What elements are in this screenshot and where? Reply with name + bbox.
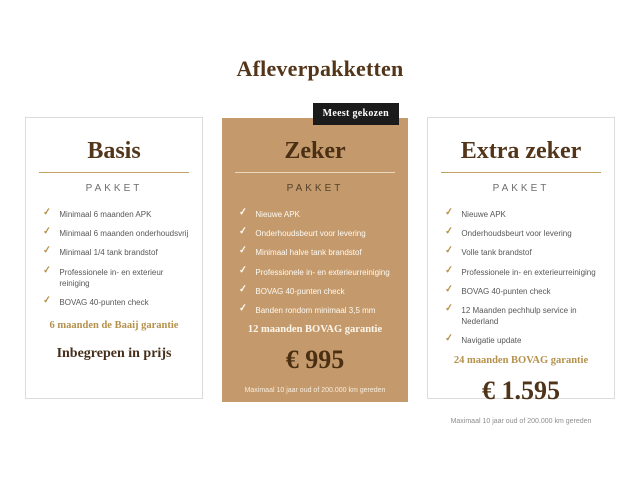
feature-item [238,225,398,239]
package-title: Extra zeker [460,138,582,164]
card-footer [438,355,604,427]
feature-item [238,206,398,220]
check-icon: ✓ [444,206,454,219]
price-note: Maximaal 10 jaar oud of 200.000 km gereden [450,417,592,425]
price: € 1.595 [482,375,560,405]
price-note: Maximaal 10 jaar oud of 200.000 km gereden [244,387,386,395]
title-divider [39,172,189,173]
feature-label: Onderhoudsbeurt voor levering [255,229,366,239]
card-footer [36,320,192,386]
check-icon: ✓ [42,206,52,219]
feature-item [238,244,398,258]
feature-item [238,264,398,278]
feature-label: Banden rondom minimaal 3,5 mm [255,305,376,315]
package-subtitle: PAKKET [492,183,550,194]
package-cards-row [0,108,640,425]
feature-item [444,225,604,239]
feature-label: Minimaal halve tank brandstof [255,248,362,258]
feature-item [42,225,192,239]
feature-item [42,294,192,308]
card-footer [232,324,398,396]
guarantee-text: 12 maanden BOVAG garantie [247,324,383,336]
check-icon: ✓ [238,302,248,315]
feature-item [444,206,604,220]
check-icon: ✓ [444,244,454,257]
check-icon: ✓ [42,225,52,238]
package-subtitle: PAKKET [286,183,344,194]
feature-label: Volle tank brandstof [461,248,532,258]
check-icon: ✓ [444,225,454,238]
check-icon: ✓ [444,332,454,345]
title-divider [235,172,395,173]
check-icon: ✓ [238,283,248,296]
check-icon: ✓ [42,294,52,307]
package-title: Zeker [284,138,346,164]
guarantee-text: 24 maanden BOVAG garantie [453,354,589,366]
check-icon: ✓ [238,244,248,257]
feature-item [444,244,604,258]
feature-label: Navigatie update [461,336,522,346]
package-card-basis[interactable] [25,117,203,399]
feature-label: Professionele in- en exterieurreiniging [461,267,596,277]
feature-item [42,244,192,258]
title-divider [441,172,601,173]
page-title: Afleverpakketten [236,56,404,81]
feature-item [42,206,192,220]
check-icon: ✓ [238,225,248,238]
package-card-extra-zeker[interactable] [427,117,615,425]
feature-label: Nieuwe APK [255,210,300,219]
feature-label: 12 Maanden pechhulp service in Nederland [461,305,577,327]
feature-item [444,264,604,278]
feature-label: BOVAG 40-punten check [461,286,551,296]
package-subtitle: PAKKET [85,183,143,194]
package-title: Basis [87,138,141,164]
most-chosen-badge: Meest gekozen [313,103,399,125]
guarantee-text: 6 maanden de Baaij garantie [49,320,179,331]
feature-item [238,302,398,316]
check-icon: ✓ [444,283,454,296]
price: Inbegrepen in prijs [56,346,172,361]
feature-list [438,206,604,355]
check-icon: ✓ [444,302,454,315]
feature-label: Minimaal 6 maanden APK [59,210,152,219]
feature-item [444,283,604,297]
check-icon: ✓ [238,206,248,219]
feature-label: Professionele in- en exterieurreiniging [255,267,390,277]
check-icon: ✓ [238,264,248,276]
feature-label: Minimaal 1/4 tank brandstof [59,248,158,258]
feature-item [42,264,192,289]
feature-label: Nieuwe APK [461,210,506,219]
feature-label: Professionele in- en exterieur reiniging [59,267,164,288]
feature-label: Minimaal 6 maanden onderhoudsvrij [59,229,189,239]
feature-list [36,206,192,316]
package-card-zeker[interactable] [222,108,408,402]
feature-label: BOVAG 40-punten check [255,286,345,296]
check-icon: ✓ [42,244,52,257]
feature-item [444,332,604,346]
feature-label: Onderhoudsbeurt voor levering [461,229,572,239]
feature-list [232,206,398,324]
price: € 995 [285,345,345,375]
feature-label: BOVAG 40-punten check [59,297,149,307]
check-icon: ✓ [42,264,52,276]
feature-item [444,302,604,327]
feature-item [238,283,398,297]
check-icon: ✓ [444,264,454,276]
